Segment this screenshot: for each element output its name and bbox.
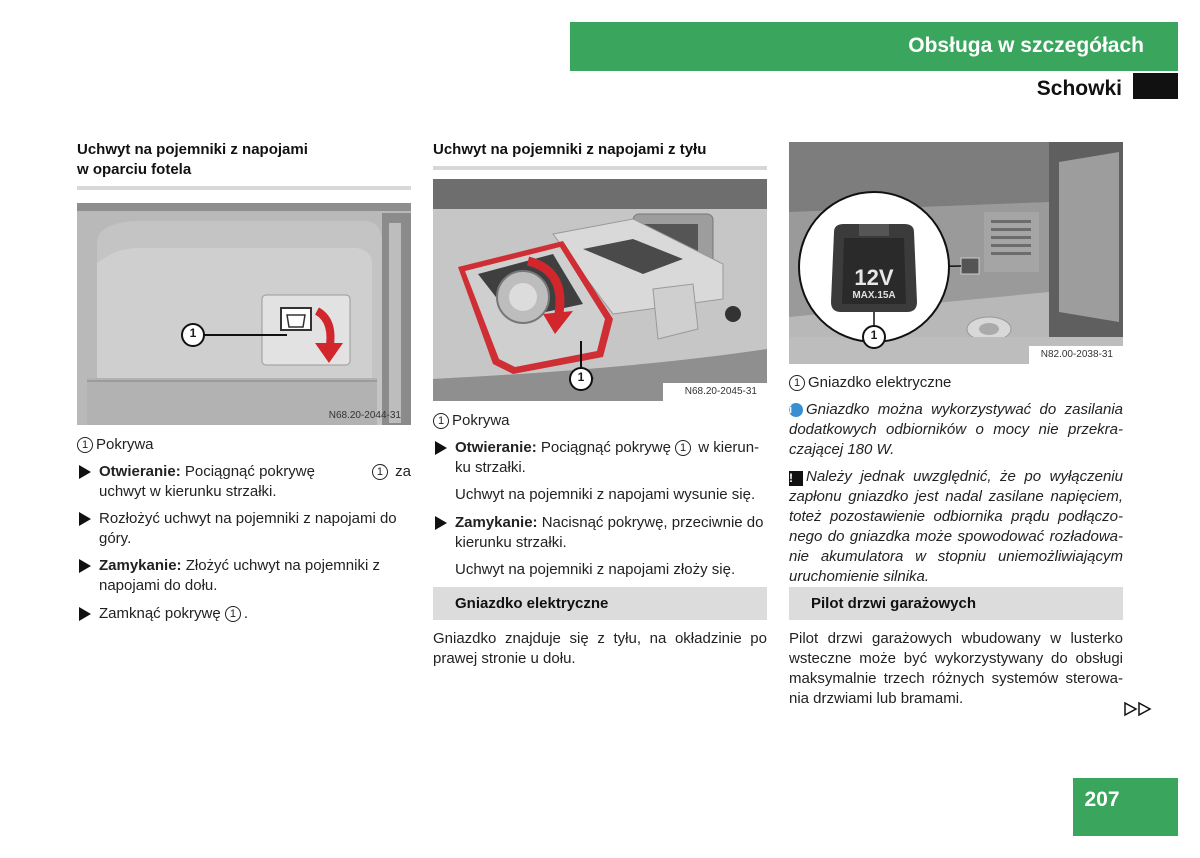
info-line: Gniazdko można wykorzystywać do zasilania <box>806 401 1123 418</box>
garage-paragraph <box>789 629 1123 709</box>
col1-heading <box>77 140 411 180</box>
paragraph-line: nia drzwiami lub bramami. <box>789 690 964 707</box>
step-label: Otwieranie: <box>455 439 537 456</box>
info-line: czającej 180 W. <box>789 441 895 458</box>
info-icon: i <box>789 403 803 417</box>
socket-rating-label: MAX.15A <box>852 290 896 301</box>
col2-divider <box>433 166 767 170</box>
step-bullet-icon <box>79 607 91 621</box>
col1-divider <box>77 186 411 190</box>
figure-callout: 1 <box>189 326 197 340</box>
legend-text: Pokrywa <box>96 436 154 453</box>
warning-line: nego do gniazdka może spowodować rozładowa- <box>789 528 1123 545</box>
legend-number: 1 <box>789 375 805 391</box>
section-title: Obsługa w szczegółach <box>908 34 1144 57</box>
list-item <box>77 556 411 596</box>
paragraph-line: Gniazdko znajduje się z tyłu, na okładzinie po <box>433 630 767 647</box>
warning-note <box>789 467 1123 587</box>
socket-voltage-label: 12V <box>854 265 894 290</box>
step-text: Złożyć uchwyt na pojemniki z <box>181 557 380 574</box>
step-text-line2: napojami do dołu. <box>99 577 218 594</box>
step-label: Zamykanie: <box>99 557 182 574</box>
step-text: Nacisnąć pokrywę, przeciwnie do <box>537 514 764 531</box>
col2-heading: Uchwyt na pojemniki z napojami z tyłu <box>433 141 707 158</box>
step-text-cont: w kierun- <box>694 439 760 456</box>
legend-number: 1 <box>433 413 449 429</box>
subsection-marker <box>1133 73 1178 99</box>
list-item <box>433 513 767 553</box>
step-text-cont: za <box>390 463 411 480</box>
figure-code: N68.20-2045-31 <box>684 386 757 397</box>
col1-heading-line2: w oparciu fotela <box>77 161 192 178</box>
page-number: 207 <box>1084 788 1120 811</box>
paragraph-line: prawej stronie u dołu. <box>433 650 576 667</box>
paragraph-line: wsteczne może być wykorzystywany do obsługi <box>789 650 1123 667</box>
list-item <box>77 604 411 624</box>
warning-line: toteż pozostawienie odbiornika prądu podłączo- <box>789 508 1123 525</box>
step-bullet-icon <box>435 441 447 455</box>
paragraph-line: Pilot drzwi garażowych wbudowany w lusterko <box>789 630 1123 647</box>
legend-item <box>789 373 951 393</box>
section-band-socket: Gniazdko elektryczne <box>433 587 767 620</box>
step-text: Pociągnąć pokrywę <box>180 463 315 480</box>
step-text: Zamknąć pokrywę <box>99 605 225 622</box>
step-text-line2: ku strzałki. <box>455 459 526 476</box>
seat-cupholder-figure <box>77 203 411 425</box>
step-bullet-icon <box>79 465 91 479</box>
step-text-line2: uchwyt w kierunku strzałki. <box>99 483 277 500</box>
step-result: Uchwyt na pojemniki z napojami złoży się. <box>455 561 736 578</box>
step-result: Uchwyt na pojemniki z napojami wysunie się. <box>455 486 756 503</box>
legend-text: Pokrywa <box>452 412 510 429</box>
step-text: Rozłożyć uchwyt na pojemniki z napojami do <box>99 510 397 527</box>
warning-line: nie akumulatora w stopniu uniemożliwiającym <box>789 548 1123 565</box>
socket-figure <box>789 142 1123 364</box>
rear-cupholder-figure <box>433 179 767 401</box>
step-text-line2: kierunku strzałki. <box>455 534 567 551</box>
step-label: Otwieranie: <box>99 463 181 480</box>
list-item <box>77 509 411 549</box>
socket-paragraph <box>433 629 767 669</box>
list-item <box>77 462 411 502</box>
list-item <box>433 438 767 478</box>
paragraph-line: maksymalnie trzech różnych systemów sterowa- <box>789 670 1123 687</box>
figure-callout: 1 <box>577 370 585 384</box>
step-label: Zamykanie: <box>455 514 538 531</box>
warning-line: Należy jednak uwzględnić, że po wyłączeniu <box>806 468 1123 485</box>
info-note <box>789 400 1123 460</box>
subsection-title: Schowki <box>1036 77 1122 100</box>
step-text: Pociągnąć pokrywę <box>536 439 676 456</box>
step-text-cont: . <box>243 605 249 622</box>
figure-callout: 1 <box>870 328 878 342</box>
step-bullet-icon <box>79 512 91 526</box>
legend-item <box>77 435 154 455</box>
warning-icon: ! <box>789 471 803 486</box>
col1-heading-line1: Uchwyt na pojemniki z napojami <box>77 141 308 158</box>
figure-code: N82.00-2038-31 <box>1040 349 1113 360</box>
step-ref-number: 1 <box>225 606 241 622</box>
figure-code: N68.20-2044-31 <box>328 410 401 421</box>
legend-number: 1 <box>77 437 93 453</box>
step-ref-number: 1 <box>372 464 388 480</box>
section-band-garage: Pilot drzwi garażowych <box>789 587 1123 620</box>
legend-text: Gniazdko elektryczne <box>808 374 952 391</box>
warning-line: zapłonu gniazdko jest nadal zasilane napięciem, <box>789 488 1123 505</box>
step-bullet-icon <box>435 516 447 530</box>
step-text-line2: góry. <box>99 530 132 547</box>
step-ref-number: 1 <box>675 440 691 456</box>
step-bullet-icon <box>79 559 91 573</box>
warning-line: uruchomienie silnika. <box>789 568 930 585</box>
double-triangle-right-icon <box>1124 701 1154 717</box>
info-line: dodatkowych odbiorników o mocy nie przekra- <box>789 421 1123 438</box>
legend-item <box>433 411 510 431</box>
